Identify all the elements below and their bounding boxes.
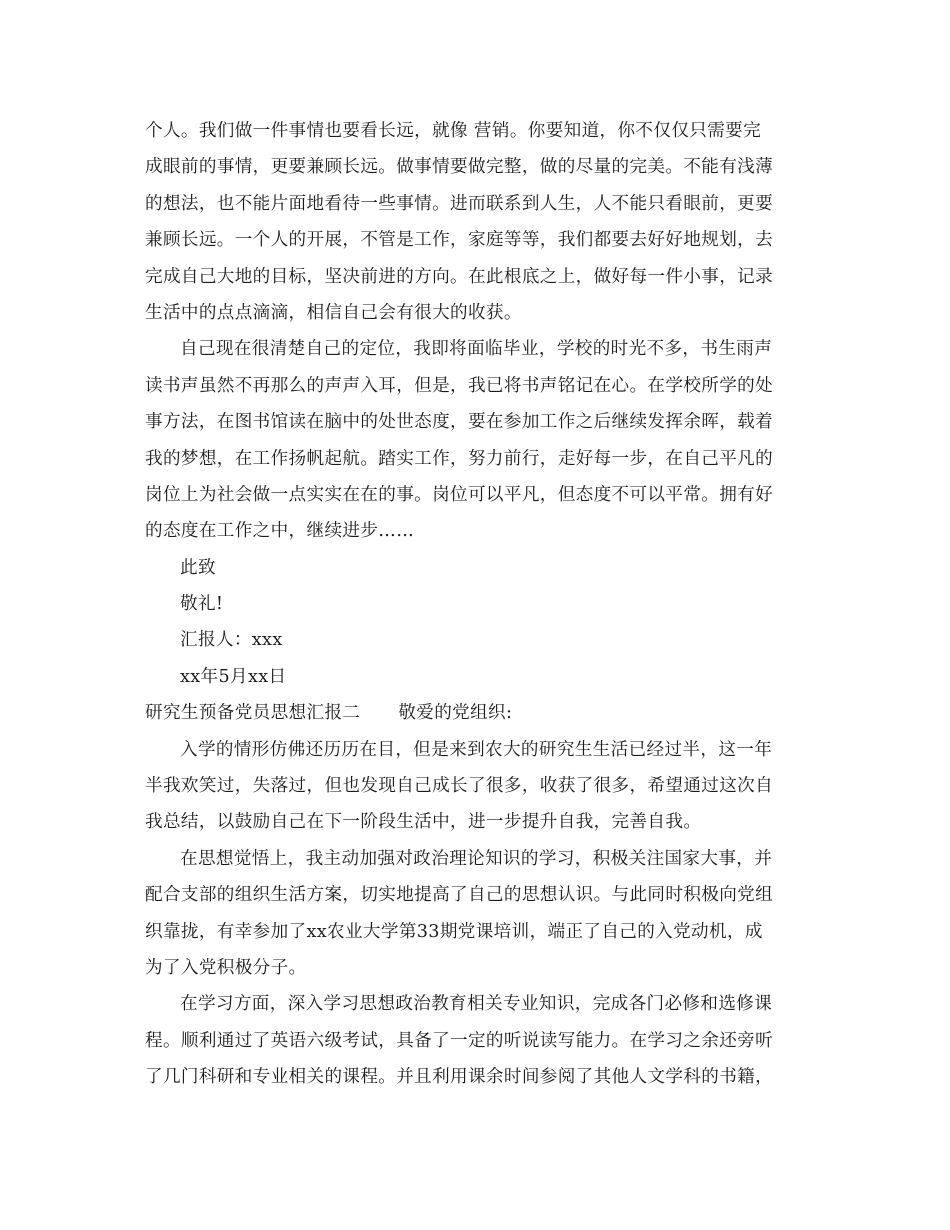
text-line: 岗位上为社会做一点实实在在的事。岗位可以平凡，但态度不可以平常。拥有好 <box>145 484 774 505</box>
text-line: 配合支部的组织生活方案，切实地提高了自己的思想认识。与此同时积极向党组 <box>145 885 774 906</box>
text-line: 我总结，以鼓励自己在下一阶段生活中，进一步提升自我，完善自我。 <box>145 812 702 833</box>
text-line: 个人。我们做一件事情也要看长远，就像 营销。你要知道，你不仅仅只需要完 <box>145 121 762 141</box>
text-line: 织靠拢，有幸参加了xx农业大学第33期党课培训，端正了自己的入党动机，成 <box>145 921 763 942</box>
document-page <box>145 113 805 1096</box>
text-line: 成眼前的事情，更要兼顾长远。做事情要做完整，做的尽量的完美。不能有浅薄 <box>145 157 774 178</box>
addressee: 敬爱的党组织: <box>398 703 513 724</box>
text-line: 自己现在很清楚自己的定位，我即将面临毕业，学校的时光不多，书生雨声 <box>180 339 773 360</box>
text-line: 生活中的点点滴滴，相信自己会有很大的收获。 <box>145 302 522 323</box>
text-line: 读书声虽然不再那么的声声入耳，但是，我已将书声铭记在心。在学校所学的处 <box>145 375 774 396</box>
text-line: 为了入党积极分子。 <box>145 957 307 978</box>
text-line: 在思想觉悟上，我主动加强对政治理论知识的学习，积极关注国家大事，并 <box>180 848 773 869</box>
closing-salute: 敬礼! <box>180 594 224 615</box>
report-date: xx年5月xx日 <box>180 666 287 687</box>
paragraph-4 <box>145 841 805 987</box>
text-line: 事方法，在图书馆读在脑中的处世态度，要在参加工作之后继续发挥余晖，载着 <box>145 412 774 433</box>
reporter-line: 汇报人：xxx <box>180 630 283 651</box>
paragraph-3 <box>145 732 805 841</box>
text-line: 我的梦想，在工作扬帆起航。踏实工作，努力前行，走好每一步，在自己平凡的 <box>145 448 774 469</box>
paragraph-1 <box>145 113 805 331</box>
text-line: 程。顺利通过了英语六级考试，具备了一定的听说读写能力。在学习之余还旁听 <box>145 1030 774 1051</box>
text-line: 兼顾长远。一个人的开展，不管是工作，家庭等等，我们都要去好好地规划，去 <box>145 230 774 251</box>
paragraph-2 <box>145 331 805 549</box>
text-line: 完成自己大地的目标，坚决前进的方向。在此根底之上，做好每一件小事，记录 <box>145 266 774 287</box>
text-line: 的态度在工作之中，继续进步…… <box>145 521 415 542</box>
text-line: 半我欢笑过，失落过，但也发现自己成长了很多，收获了很多，希望通过这次自 <box>145 776 774 797</box>
closing-greeting: 此致 <box>180 557 216 578</box>
text-line: 了几门科研和专业相关的课程。并且利用课余时间参阅了其他人文学科的书籍， <box>145 1067 774 1088</box>
text-line: 在学习方面，深入学习思想政治教育相关专业知识，完成各门必修和选修课 <box>180 994 773 1015</box>
section-heading-row <box>145 695 805 731</box>
section-title: 研究生预备党员思想汇报二 <box>145 703 361 724</box>
text-line: 入学的情形仿佛还历历在目，但是来到农大的研究生生活已经过半，这一年 <box>180 739 773 760</box>
closing-block <box>145 550 805 696</box>
text-line: 的想法，也不能片面地看待一些事情。进而联系到人生，人不能只看眼前，更要 <box>145 193 774 214</box>
paragraph-5 <box>145 986 805 1095</box>
